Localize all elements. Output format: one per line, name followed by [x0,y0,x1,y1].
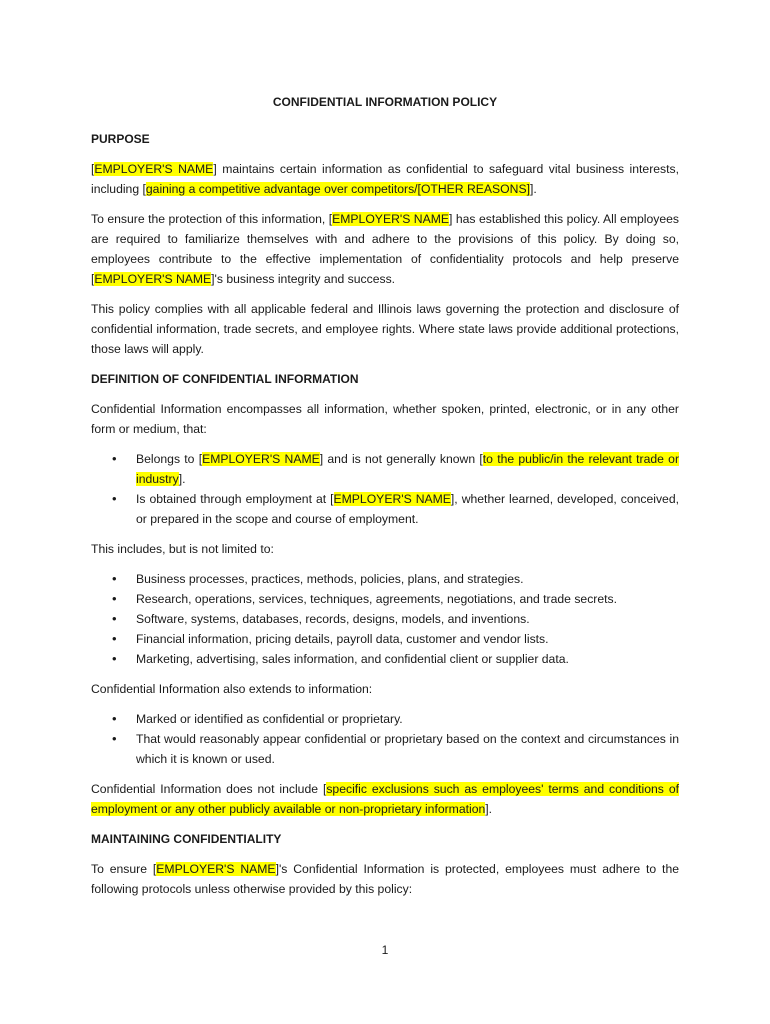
text-run: ]'s Confidential Information is protected, employees must adhere to the following protocols unless otherwise provided by this policy: [91,862,680,896]
text-run: Is obtained through employment at [ [136,492,334,506]
placeholder-employer-name: EMPLOYER'S NAME [202,452,320,466]
text-run: Belongs to [ [136,452,203,466]
list-item: • Business processes, practices, methods, policies, plans, and strategies. [91,569,679,589]
exclusion-paragraph [91,779,679,819]
text-run: ]. [529,182,537,196]
text-run: ] and is not generally known [ [319,452,483,466]
purpose-paragraph-3: This policy complies with all applicable federal and Illinois laws governing the protection and disclosure of confidential information, trade secrets, and employee rights. Where state laws provide additional protections, those laws will apply. [91,302,679,356]
list-item [91,449,679,489]
list-item: • Research, operations, services, techniques, agreements, negotiations, and trade secrets. [91,589,679,609]
text-run: ] has established this policy. All employees are required to familiarize themselves with and adhere to the provisions of this policy. By doing so, employees contribute to the effective implementation of confidentiality protocols and help preserve [ [91,212,679,286]
document-title: CONFIDENTIAL INFORMATION POLICY [272,95,498,109]
text-run: [ [91,162,95,176]
list-item: • Marketing, advertising, sales information, and confidential client or supplier data. [91,649,679,669]
placeholder-employer-name: EMPLOYER'S NAME [94,272,212,286]
list-item: • Software, systems, databases, records, designs, models, and inventions. [91,609,679,629]
list-item: • Financial information, pricing details, payroll data, customer and vendor lists. [91,629,679,649]
includes-intro: This includes, but is not limited to: [91,542,274,556]
list-item: • That would reasonably appear confidential or proprietary based on the context and circumstances in which it is known or used. [91,729,679,769]
definition-intro: Confidential Information encompasses all information, whether spoken, printed, electronic, or in any other form or medium, that: [91,402,679,436]
text-run: ]. [485,802,493,816]
list-item [91,489,679,529]
placeholder-scope: to the public/in the relevant trade or industry [136,452,680,486]
text-run: ]. [178,472,186,486]
list-item: • Marked or identified as confidential or proprietary. [91,709,679,729]
section-heading-maintaining: MAINTAINING CONFIDENTIALITY [91,832,282,846]
purpose-paragraph-1 [91,159,679,199]
document-body [91,92,679,909]
section-heading-purpose: PURPOSE [91,132,150,146]
text-run: ]'s business integrity and success. [211,272,396,286]
extends-intro: Confidential Information also extends to information: [91,682,373,696]
placeholder-employer-name: EMPLOYER'S NAME [156,862,276,876]
includes-list [91,569,679,669]
extends-list [91,709,679,769]
placeholder-reasons: gaining a competitive advantage over competitors/[OTHER REASONS] [145,182,530,196]
placeholder-employer-name: EMPLOYER'S NAME [332,212,450,226]
placeholder-exclusions: specific exclusions such as employees' terms and conditions of employment or any other publicly available or non-proprietary information [91,782,679,816]
placeholder-employer-name: EMPLOYER'S NAME [333,492,451,506]
text-run: To ensure the protection of this information, [ [91,212,333,226]
text-run: To ensure [ [91,862,157,876]
text-run: ] maintains certain information as confidential to safeguard vital business interests, including [ [91,162,680,196]
definition-criteria-list [91,449,679,529]
placeholder-employer-name: EMPLOYER'S NAME [94,162,214,176]
maintaining-paragraph-1 [91,859,679,899]
purpose-paragraph-2 [91,209,679,289]
section-heading-definition: DEFINITION OF CONFIDENTIAL INFORMATION [91,372,359,386]
text-run: ], whether learned, developed, conceived, or prepared in the scope and course of employment. [136,492,679,526]
page-number: 1 [381,943,389,957]
text-run: Confidential Information does not include [ [91,782,327,796]
